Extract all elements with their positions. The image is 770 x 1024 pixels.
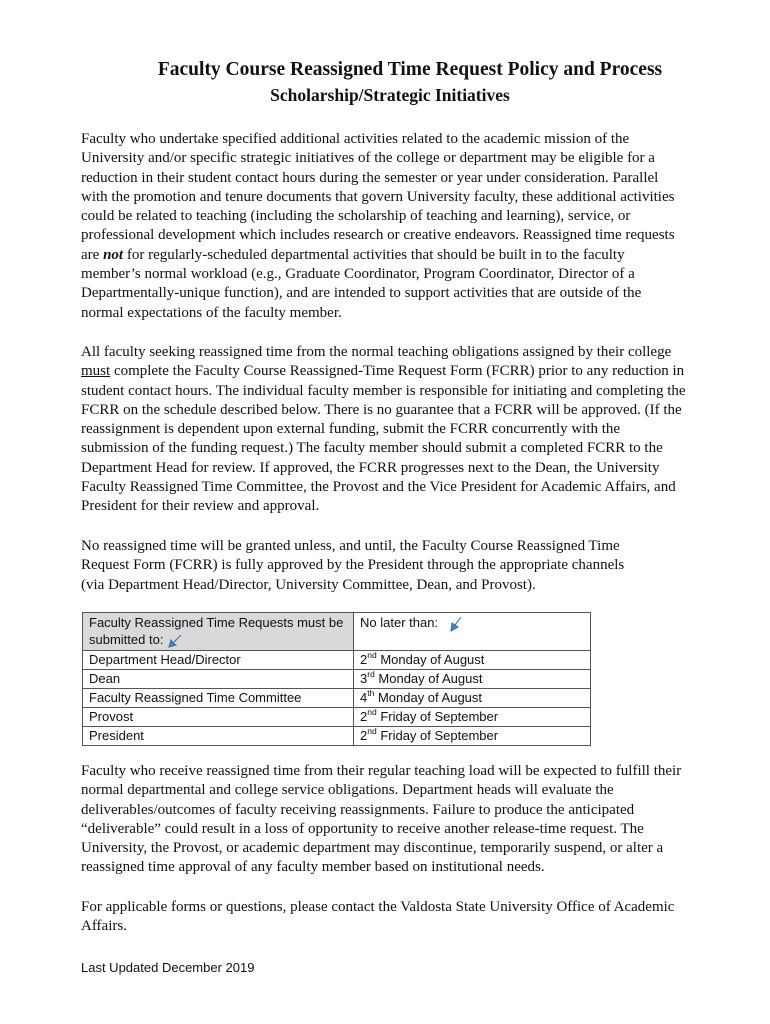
header-deadline-label: No later than: — [360, 615, 439, 630]
deadline-cell — [354, 727, 591, 746]
ordinal-number: 3 — [360, 671, 368, 686]
text-line: (via Department Head/Director, University Committee, Dean, and Provost). — [81, 576, 536, 593]
text-line — [81, 362, 746, 381]
deadline-cell — [354, 651, 591, 670]
table-row — [83, 727, 591, 746]
document-title: Faculty Course Reassigned Time Request Policy and Process — [157, 59, 663, 80]
deadline-cell — [354, 708, 591, 727]
recipient-cell: Provost — [83, 708, 354, 727]
deadline-cell — [354, 670, 591, 689]
header-cell-deadline — [354, 613, 591, 651]
deadline-text: Monday of August — [374, 671, 483, 686]
text-fragment: are — [81, 246, 104, 263]
text-line: Faculty who undertake specified additional activities related to the academic mission of the — [81, 131, 630, 147]
text-line: reassignment is dependent upon external funding, submit the FCRR concurrently with the — [81, 421, 621, 438]
text-line: student contact hours. The individual faculty member is responsible for initiating and completing the — [81, 382, 686, 399]
deadline-text: Monday of August — [374, 690, 483, 705]
document-subtitle: Scholarship/Strategic Initiatives — [270, 85, 510, 105]
text-fragment: for regularly-scheduled departmental activities that should be built in to the faculty — [123, 246, 625, 263]
table-header-row — [83, 613, 591, 651]
text-line: Faculty who receive reassigned time from their regular teaching load will be expected to fulfill their — [81, 763, 682, 779]
text-line: normal departmental and college service obligations. Department heads will evaluate the — [81, 782, 614, 799]
text-line: normal expectations of the faculty member. — [81, 304, 342, 321]
text-line: For applicable forms or questions, please contact the Valdosta State University Office of Academic — [81, 899, 675, 915]
text-line: FCRR on the schedule described below. There is no guarantee that a FCRR will be approved. (If the — [81, 401, 682, 418]
arrow-down-left-icon — [448, 615, 464, 633]
text-line: member’s normal workload (e.g., Graduate Coordinator, Program Coordinator, Director of a — [81, 266, 635, 283]
paragraph-approval — [81, 537, 746, 595]
deadline-text: Friday of September — [376, 709, 499, 724]
text-line: with the promotion and tenure documents that govern University faculty, these additional activities — [81, 188, 675, 205]
ordinal-suffix: nd — [367, 726, 377, 736]
text-line: Departmentally-unique function), and are intended to support activities that are outside of the — [81, 285, 642, 302]
emphasis-not: not — [103, 246, 124, 263]
paragraph-obligations — [81, 762, 746, 878]
arrow-down-left-icon — [167, 633, 183, 649]
text-line: Request Form (FCRR) is fully approved by the President through the appropriate channels — [81, 557, 625, 574]
header-cell-recipient — [83, 613, 354, 651]
ordinal-suffix: rd — [367, 669, 375, 679]
text-line: “deliverable” could result in a loss of opportunity to receive another release-time request. The — [81, 820, 644, 837]
last-updated-footer: Last Updated December 2019 — [81, 960, 255, 975]
paragraph-contact — [81, 898, 746, 937]
text-line: University and/or specific strategic initiatives of the college or department may be eligible for a — [81, 150, 655, 167]
recipient-cell: Department Head/Director — [83, 651, 354, 670]
ordinal-suffix: nd — [367, 650, 377, 660]
recipient-cell: President — [83, 727, 354, 746]
paragraph-fcrr-requirement — [81, 343, 746, 517]
text-line: Affairs. — [81, 918, 127, 935]
ordinal-number: 2 — [360, 728, 368, 743]
text-line: Faculty Reassigned Time Committee, the Provost and the Vice President for Academic Affairs, and — [81, 479, 676, 496]
deadline-text: Friday of September — [376, 728, 499, 743]
text-line: professional development which includes research or creative endeavors. Reassigned time requests — [81, 227, 675, 244]
text-line: No reassigned time will be granted unless, and until, the Faculty Course Reassigned Time — [81, 538, 620, 554]
text-line: President for their review and approval. — [81, 498, 320, 515]
ordinal-suffix: nd — [367, 707, 377, 717]
ordinal-number: 2 — [360, 709, 368, 724]
table-row — [83, 708, 591, 727]
text-line: reassigned time approval of any faculty member based on institutional needs. — [81, 859, 545, 876]
text-line: Department Head for review. If approved, the FCRR progresses next to the Dean, the University — [81, 459, 660, 476]
ordinal-number: 2 — [360, 652, 368, 667]
recipient-cell: Faculty Reassigned Time Committee — [83, 689, 354, 708]
text-line: reduction in their student contact hours during the semester or year under consideration. Parallel — [81, 169, 659, 186]
deadline-text: Monday of August — [376, 652, 485, 667]
table-row — [83, 651, 591, 670]
table-row — [83, 689, 591, 708]
text-line: All faculty seeking reassigned time from the normal teaching obligations assigned by their college — [81, 344, 672, 360]
table-row — [83, 670, 591, 689]
header-recipient-label: Faculty Reassigned Time Requests must be submitted to: — [89, 615, 344, 647]
deadline-table — [82, 612, 591, 746]
text-fragment: complete the Faculty Course Reassigned-Time Request Form (FCRR) prior to any reduction in — [110, 363, 685, 380]
text-line: could be related to teaching (including the scholarship of teaching and learning), service, or — [81, 208, 631, 225]
recipient-cell: Dean — [83, 670, 354, 689]
text-line: University, the Provost, or academic department may discontinue, temporarily suspend, or alter a — [81, 840, 664, 857]
emphasis-must: must — [81, 363, 111, 380]
ordinal-number: 4 — [360, 690, 368, 705]
deadline-cell — [354, 689, 591, 708]
text-line: deliverables/outcomes of faculty receiving reassignments. Failure to produce the anticipated — [81, 801, 635, 818]
text-line — [81, 246, 746, 265]
ordinal-suffix: th — [367, 688, 375, 698]
text-line: submission of the funding request.) The faculty member should submit a completed FCRR to the — [81, 440, 663, 457]
paragraph-eligibility — [81, 130, 746, 323]
